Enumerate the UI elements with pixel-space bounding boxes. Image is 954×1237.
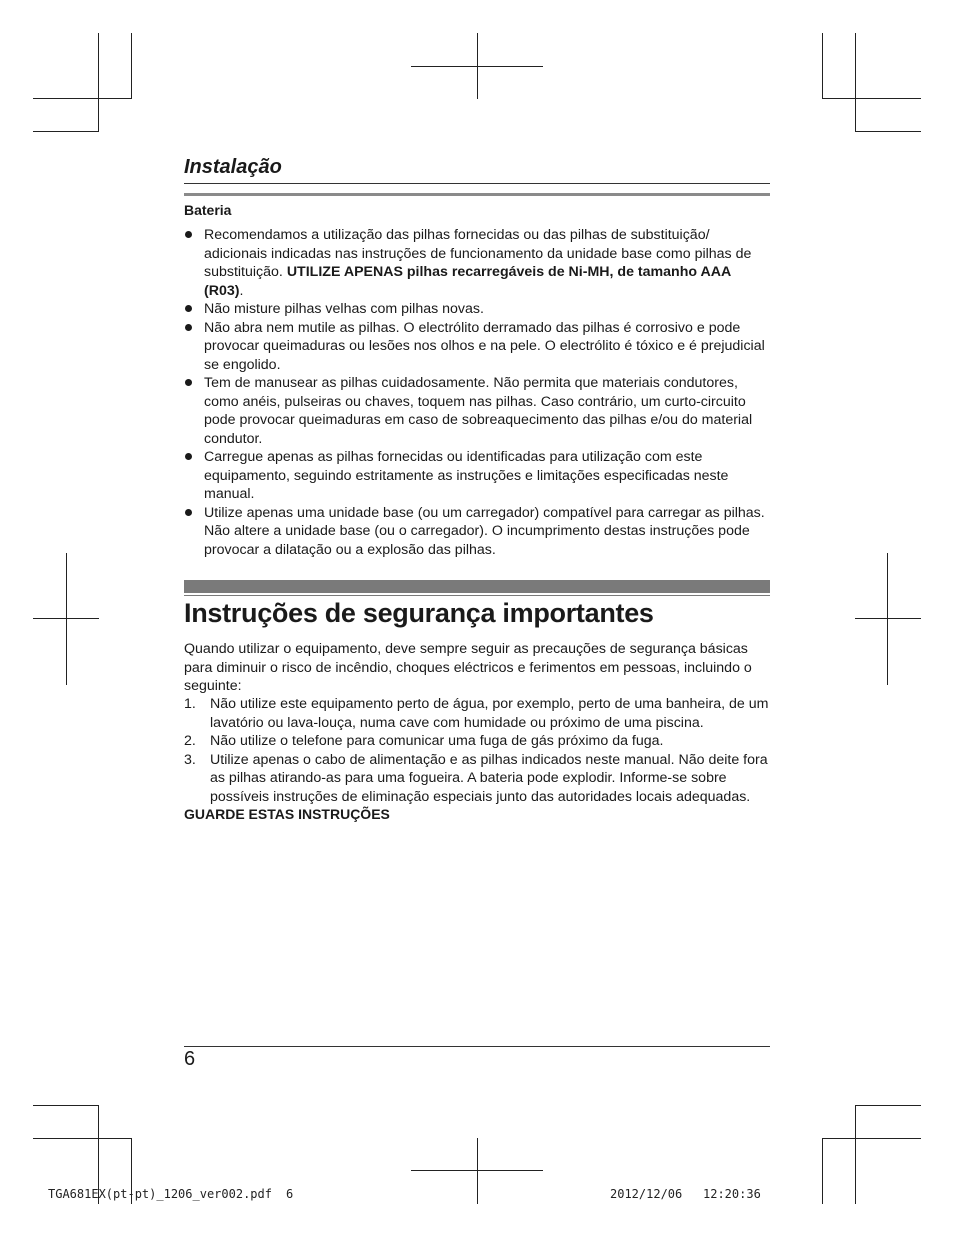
item-text: Não utilize este equipamento perto de água, por exemplo, perto de uma banheira, de um lavatório ou lava-louça, numa cave com humidade ou próximo de uma piscina. <box>210 696 769 731</box>
page-title: Instruções de segurança importantes <box>184 598 654 628</box>
list-item <box>184 732 774 751</box>
footer-filename: TGA681EX(pt-pt)_1206_ver002.pdf <box>48 1187 272 1201</box>
footer-date: 2012/12/06 <box>610 1187 683 1201</box>
item-text: Não utilize o telefone para comunicar uma fuga de gás próximo da fuga. <box>210 733 664 749</box>
safety-intro: Quando utilizar o equipamento, deve sempre seguir as precauções de segurança básicas para diminuir o risco de incêndio, choques eléctricos e ferimentos em pessoas, incluindo o seguinte: <box>184 641 752 694</box>
bullet-text-end: . <box>239 282 244 299</box>
bullet-bold-text: UTILIZE APENAS pilhas recarregáveis de Ni-MH, de tamanho AAA (R03) <box>204 264 731 299</box>
list-item <box>184 448 774 504</box>
keep-instructions-note: GUARDE ESTAS INSTRUÇÕES <box>184 806 390 822</box>
section-bar-line <box>184 595 770 596</box>
bullet-icon <box>185 324 192 331</box>
bullet-text: Tem de manusear as pilhas cuidadosamente. Não permita que materiais condutores, como anéis, pulseiras ou chaves, toquem nas pilhas. Caso contrário, um curto-circuito pode provocar queimaduras em caso de sobreaquecimento das pilhas e/ou do material condutor. <box>204 375 753 447</box>
list-item <box>184 300 774 319</box>
item-number: 2. <box>184 733 196 749</box>
battery-bullet-list <box>184 226 774 559</box>
item-text: Utilize apenas o cabo de alimentação e as pilhas indicados neste manual. Não deite fora as pilhas atirando-as para uma fogueira. A bateria pode explodir. Informe-se sobre possíveis instruções de eliminação especiais junto das autoridades locais adequadas. <box>210 751 768 805</box>
bullet-icon <box>185 509 192 516</box>
page-rule <box>184 1046 770 1047</box>
footer-page: 6 <box>286 1187 294 1201</box>
section-bar <box>184 580 770 593</box>
bullet-icon <box>185 305 192 312</box>
battery-heading: Bateria <box>184 202 232 218</box>
list-item <box>184 319 774 375</box>
bullet-text: Carregue apenas as pilhas fornecidas ou identificadas para utilização com este equipamento, seguindo estritamente as instruções e limitações especificadas neste manual. <box>204 449 729 502</box>
bullet-icon <box>185 379 192 386</box>
item-number: 3. <box>184 751 196 768</box>
list-item <box>184 751 774 807</box>
list-item <box>184 374 774 448</box>
header-rule-gray <box>184 193 770 196</box>
bullet-icon <box>185 231 192 238</box>
bullet-icon <box>185 453 192 460</box>
page-number: 6 <box>184 1048 196 1070</box>
bullet-text: Não misture pilhas velhas com pilhas novas. <box>204 301 484 317</box>
list-item <box>184 504 774 560</box>
safety-numbered-list <box>184 695 774 806</box>
bullet-text: Utilize apenas uma unidade base (ou um carregador) compatível para carregar as pilhas. Não altere a unidade base (ou o carregador). O incumprimento destas instruções pode provocar a dilatação ou a explosão das pilhas. <box>204 504 765 558</box>
bullet-text: Não abra nem mutile as pilhas. O electrólito derramado das pilhas é corrosivo e pode provocar queimaduras ou lesões nos olhos e na pele. O electrólito é tóxico e é prejudicial se engolido. <box>204 319 765 373</box>
footer-time: 12:20:36 <box>703 1187 761 1201</box>
list-item <box>184 226 774 300</box>
item-number: 1. <box>184 696 196 712</box>
section-title: Instalação <box>184 156 282 178</box>
bullet-text: Recomendamos a utilização das pilhas fornecidas ou das pilhas de substituição/ adicionais indicadas nas instruções de funcionamento da unidade base como pilhas de substituição. <box>204 227 752 280</box>
list-item <box>184 695 774 732</box>
header-rule <box>184 183 770 184</box>
